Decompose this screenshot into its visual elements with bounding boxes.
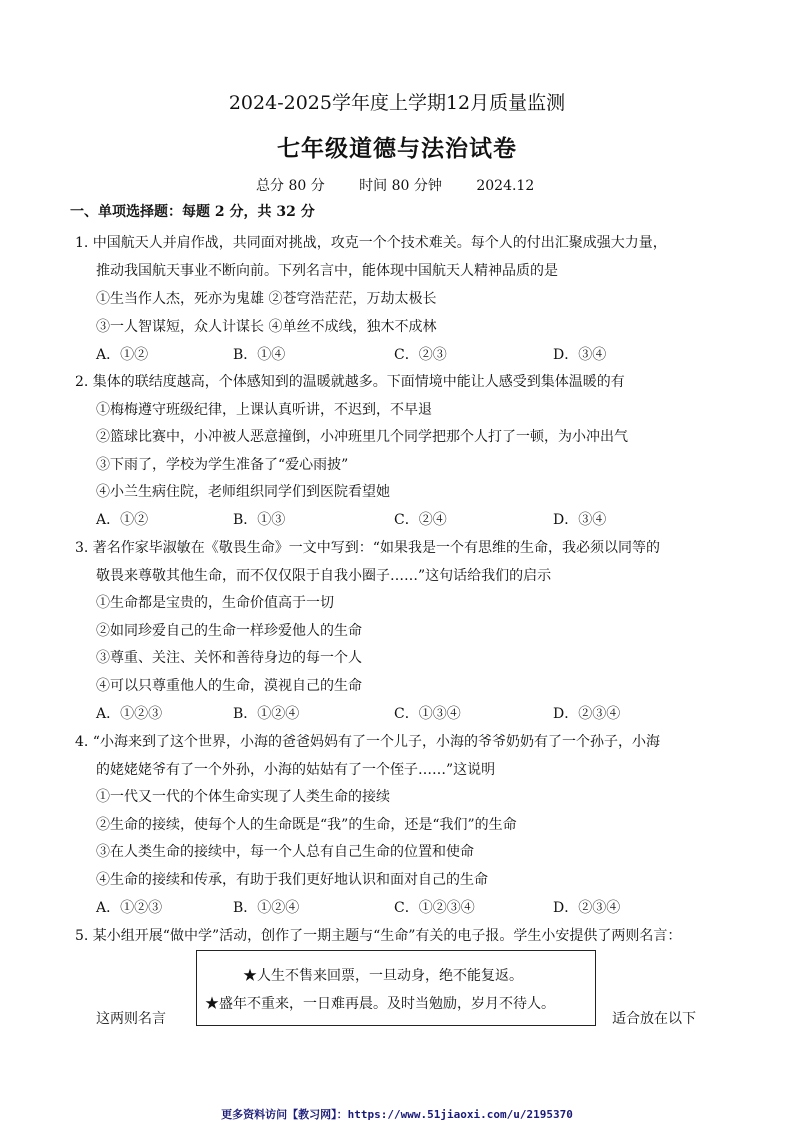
- section-heading: 一、单项选择题：每题 2 分，共 32 分: [70, 204, 315, 220]
- q3-statement: ②如同珍爱自己的生命一样珍爱他人的生命: [96, 623, 362, 639]
- option-b: B．①④: [233, 347, 286, 363]
- q4-options: [96, 897, 736, 917]
- q4-statement: ②生命的接续，使每个人的生命既是“我”的生命，还是“我们”的生命: [96, 817, 517, 833]
- exam-subject-title: 七年级道德与法治试卷: [277, 135, 517, 162]
- q1-statement: ③一人智谋短，众人计谋长 ④单丝不成线，独木不成林: [96, 319, 437, 335]
- option-d: D．②③④: [553, 900, 621, 916]
- exam-time: 时间 80 分钟: [359, 178, 442, 194]
- q5-stem-line1: 5. 某小组开展“做中学”活动，创作了一期主题与“生命”有关的电子报。学生小安提供了两则名言：: [75, 928, 682, 944]
- quote-box: [196, 950, 596, 1026]
- q4-statement: ③在人类生命的接续中，每一个人总有自己生命的位置和使命: [96, 844, 474, 860]
- q3-stem-line2: 敬畏来尊敬其他生命，而不仅仅限于自我小圈子……”这句话给我们的启示: [96, 568, 552, 584]
- q2-statement: ③下雨了，学校为学生准备了“爱心雨披”: [96, 457, 349, 473]
- q1-options: [96, 344, 736, 364]
- q4-statement: ④生命的接续和传承，有助于我们更好地认识和面对自己的生命: [96, 872, 488, 888]
- quote-line: ★盛年不重来，一日难再晨。及时当勉励，岁月不待人。: [205, 996, 555, 1012]
- q4-statement: ①一代又一代的个体生命实现了人类生命的接续: [96, 789, 390, 805]
- q1-stem-line2: 推动我国航天事业不断向前。下列名言中，能体现中国航天人精神品质的是: [96, 263, 558, 279]
- exam-header-title: 2024-2025学年度上学期12月质量监测: [228, 92, 566, 114]
- q1-statement: ①生当作人杰，死亦为鬼雄 ②苍穹浩茫茫，万劫太极长: [96, 291, 437, 307]
- option-a: A．①②③: [96, 706, 163, 722]
- exam-date: 2024.12: [476, 178, 535, 194]
- q3-options: [96, 703, 736, 723]
- q1-stem-line1: 1. 中国航天人并肩作战，共同面对挑战，攻克一个个技术难关。每个人的付出汇聚成强大力量，: [75, 235, 667, 251]
- quote-line: ★人生不售来回票，一旦动身，绝不能复返。: [243, 968, 523, 984]
- q2-statement: ①梅梅遵守班级纪律，上课认真听讲，不迟到，不早退: [96, 402, 432, 418]
- option-d: D．③④: [553, 347, 607, 363]
- option-a: A．①②③: [96, 900, 163, 916]
- q2-options: [96, 509, 736, 529]
- option-c: C．②③: [394, 347, 447, 363]
- q4-stem-line2: 的姥姥姥爷有了一个外孙，小海的姑姑有了一个侄子……”这说明: [96, 762, 496, 778]
- q3-statement: ④可以只尊重他人的生命，漠视自己的生命: [96, 678, 362, 694]
- option-a: A．①②: [96, 347, 149, 363]
- q3-statement: ①生命都是宝贵的，生命价值高于一切: [96, 595, 334, 611]
- q2-statement: ②篮球比赛中，小冲被人恶意撞倒，小冲班里几个同学把那个人打了一顿，为小冲出气: [96, 429, 628, 445]
- q5-stem-left: 这两则名言: [96, 1011, 166, 1027]
- option-d: D．②③④: [553, 706, 621, 722]
- option-b: B．①②④: [233, 900, 300, 916]
- exam-meta: [256, 175, 564, 195]
- q3-statement: ③尊重、关注、关怀和善待身边的每一个人: [96, 650, 362, 666]
- q2-statement: ④小兰生病住院，老师组织同学们到医院看望她: [96, 484, 390, 500]
- option-c: C．①③④: [394, 706, 461, 722]
- q4-stem-line1: 4. “小海来到了这个世界，小海的爸爸妈妈有了一个儿子，小海的爷爷奶奶有了一个孙子，小海: [75, 734, 660, 750]
- option-b: B．①③: [233, 512, 286, 528]
- option-a: A．①②: [96, 512, 149, 528]
- option-c: C．①②③④: [394, 900, 475, 916]
- option-b: B．①②④: [233, 706, 300, 722]
- option-c: C．②④: [394, 512, 447, 528]
- q5-stem-right: 适合放在以下: [612, 1011, 696, 1027]
- footer-link[interactable]: 更多资料访问【教习网】：https://www.51jiaoxi.com/u/2195370: [221, 1108, 573, 1121]
- option-d: D．③④: [553, 512, 607, 528]
- q3-stem-line1: 3. 著名作家毕淑敏在《敬畏生命》一文中写到：“如果我是一个有思维的生命，我必须以同等的: [75, 540, 660, 556]
- total-score: 总分 80 分: [256, 178, 325, 194]
- q2-stem-line1: 2. 集体的联结度越高，个体感知到的温暖就越多。下面情境中能让人感受到集体温暖的有: [75, 374, 625, 390]
